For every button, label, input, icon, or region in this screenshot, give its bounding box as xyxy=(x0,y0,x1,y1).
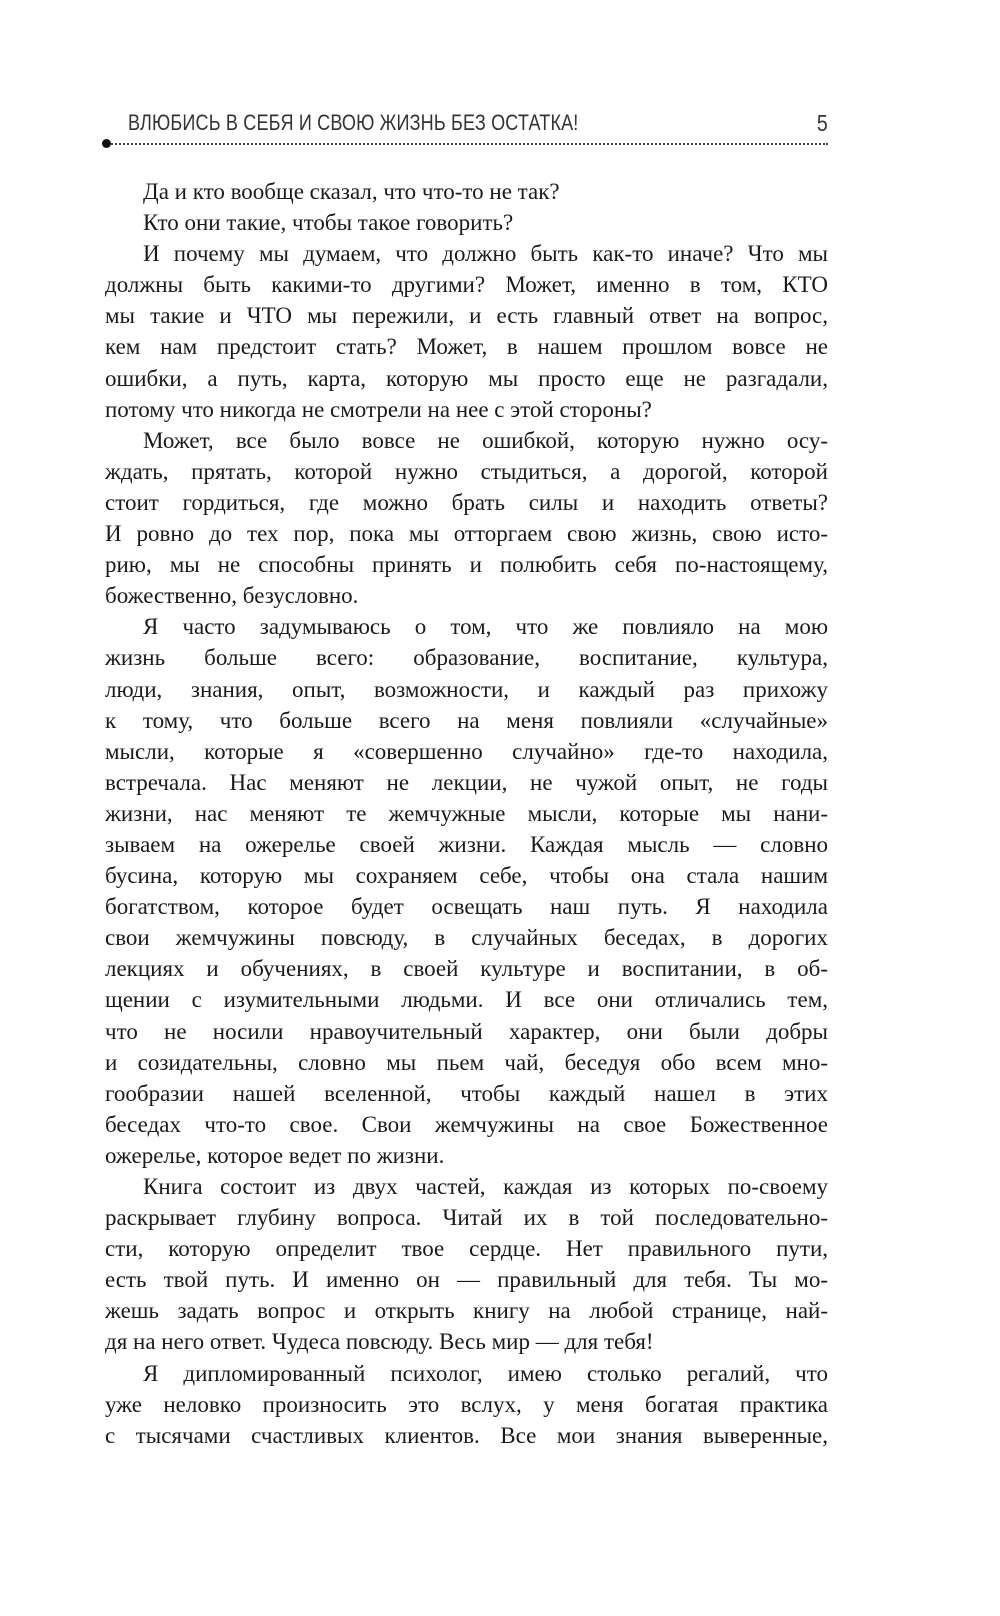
text-line: дя на него ответ. Чудеса повсюду. Весь мир — для тебя! xyxy=(105,1329,654,1355)
text-line: Книга состоит из двух частей, каждая из которых по-своему xyxy=(143,1174,828,1199)
text-line: Может, все было вовсе не ошибкой, которую нужно осу- xyxy=(143,427,828,453)
text-line: божественно, безусловно. xyxy=(105,583,359,609)
paragraph xyxy=(105,425,828,612)
text-line: рию, мы не способны принять и полюбить себя по-настоящему, xyxy=(105,552,828,578)
text-line: жешь задать вопрос и открыть книгу на любой странице, най- xyxy=(105,1298,828,1324)
text-line: потому что никогда не смотрели на нее с этой стороны? xyxy=(105,396,652,422)
running-header xyxy=(128,108,828,142)
text-line: кем нам предстоит стать? Может, в нашем прошлом вовсе не xyxy=(105,334,828,360)
text-line: Я дипломированный психолог, имею столько регалий, что xyxy=(143,1360,828,1386)
text-line: жизнь больше всего: образование, воспитание, культура, xyxy=(105,645,828,671)
text-line: беседах что-то свое. Свои жемчужины на свое Божественное xyxy=(105,1111,828,1137)
header-rule-dot xyxy=(102,139,111,148)
text-line: есть твой путь. И именно он — правильный для тебя. Ты мо- xyxy=(105,1267,828,1293)
text-line: с тысячами счастливых клиентов. Все мои знания выверенные, xyxy=(105,1422,828,1448)
text-line: И почему мы думаем, что должно быть как-то иначе? Что мы xyxy=(143,241,828,267)
text-line: зываем на ожерелье своей жизни. Каждая мысль — словно xyxy=(105,831,828,857)
paragraph xyxy=(105,207,828,238)
page-number: 5 xyxy=(817,110,828,136)
text-line: жизни, нас меняют те жемчужные мысли, которые мы нани- xyxy=(105,800,828,826)
text-line: лекциях и обучениях, в своей культуре и воспитании, в об- xyxy=(105,956,828,982)
text-line: раскрывает глубину вопроса. Читай их в той последовательно- xyxy=(105,1205,828,1231)
text-line: что не носили нравоучительный характер, они были добры xyxy=(105,1018,828,1044)
text-line: стоит гордиться, где можно брать силы и находить ответы? xyxy=(105,489,828,515)
text-line: щении с изумительными людьми. И все они отличались тем, xyxy=(105,987,828,1013)
text-line: гообразии нашей вселенной, чтобы каждый нашел в этих xyxy=(105,1080,828,1106)
text-line: И ровно до тех пор, пока мы отторгаем свою жизнь, свою исто- xyxy=(105,521,828,547)
text-line: Да и кто вообще сказал, что что-то не так? xyxy=(143,179,560,204)
text-line: должны быть какими-то другими? Может, именно в том, КТО xyxy=(105,272,828,298)
text-line: сти, которую определит твое сердце. Нет правильного пути, xyxy=(105,1236,828,1262)
text-line: свои жемчужины повсюду, в случайных беседах, в дорогих xyxy=(105,925,828,951)
paragraph xyxy=(105,611,828,1171)
text-line: Кто они такие, чтобы такое говорить? xyxy=(143,210,514,236)
text-line: Я часто задумываюсь о том, что же повлияло на мою xyxy=(143,614,828,640)
text-line: к тому, что больше всего на меня повлияли «случайные» xyxy=(105,707,828,733)
text-line: встречала. Нас меняют не лекции, не чужой опыт, не годы xyxy=(105,769,828,795)
text-line: люди, знания, опыт, возможности, и каждый раз прихожу xyxy=(105,676,828,702)
text-line: ожерелье, которое ведет по жизни. xyxy=(105,1142,445,1168)
text-line: мысли, которые я «совершенно случайно» где-то находила, xyxy=(105,738,828,764)
text-line: мы такие и ЧТО мы пережили, и есть главный ответ на вопрос, xyxy=(105,303,828,329)
paragraph xyxy=(105,1171,828,1358)
text-line: и созидательны, словно мы пьем чай, беседуя обо всем мно- xyxy=(105,1049,828,1075)
paragraph xyxy=(105,176,828,207)
text-line: ошибки, а путь, карта, которую мы просто еще не разгадали, xyxy=(105,365,828,391)
paragraph xyxy=(105,238,828,425)
paragraph xyxy=(105,1358,828,1451)
text-line: богатством, которое будет освещать наш путь. Я находила xyxy=(105,894,828,920)
text-line: бусина, которую мы сохраняем себе, чтобы она стала нашим xyxy=(105,863,828,889)
body-text xyxy=(105,176,828,1451)
header-dotted-rule xyxy=(104,143,828,145)
text-line: уже неловко произносить это вслух, у меня богатая практика xyxy=(105,1391,828,1417)
text-line: ждать, прятать, которой нужно стыдиться, а дорогой, которой xyxy=(105,458,828,484)
running-title: ВЛЮБИСЬ В СЕБЯ И СВОЮ ЖИЗНЬ БЕЗ ОСТАТКА! xyxy=(128,110,579,135)
